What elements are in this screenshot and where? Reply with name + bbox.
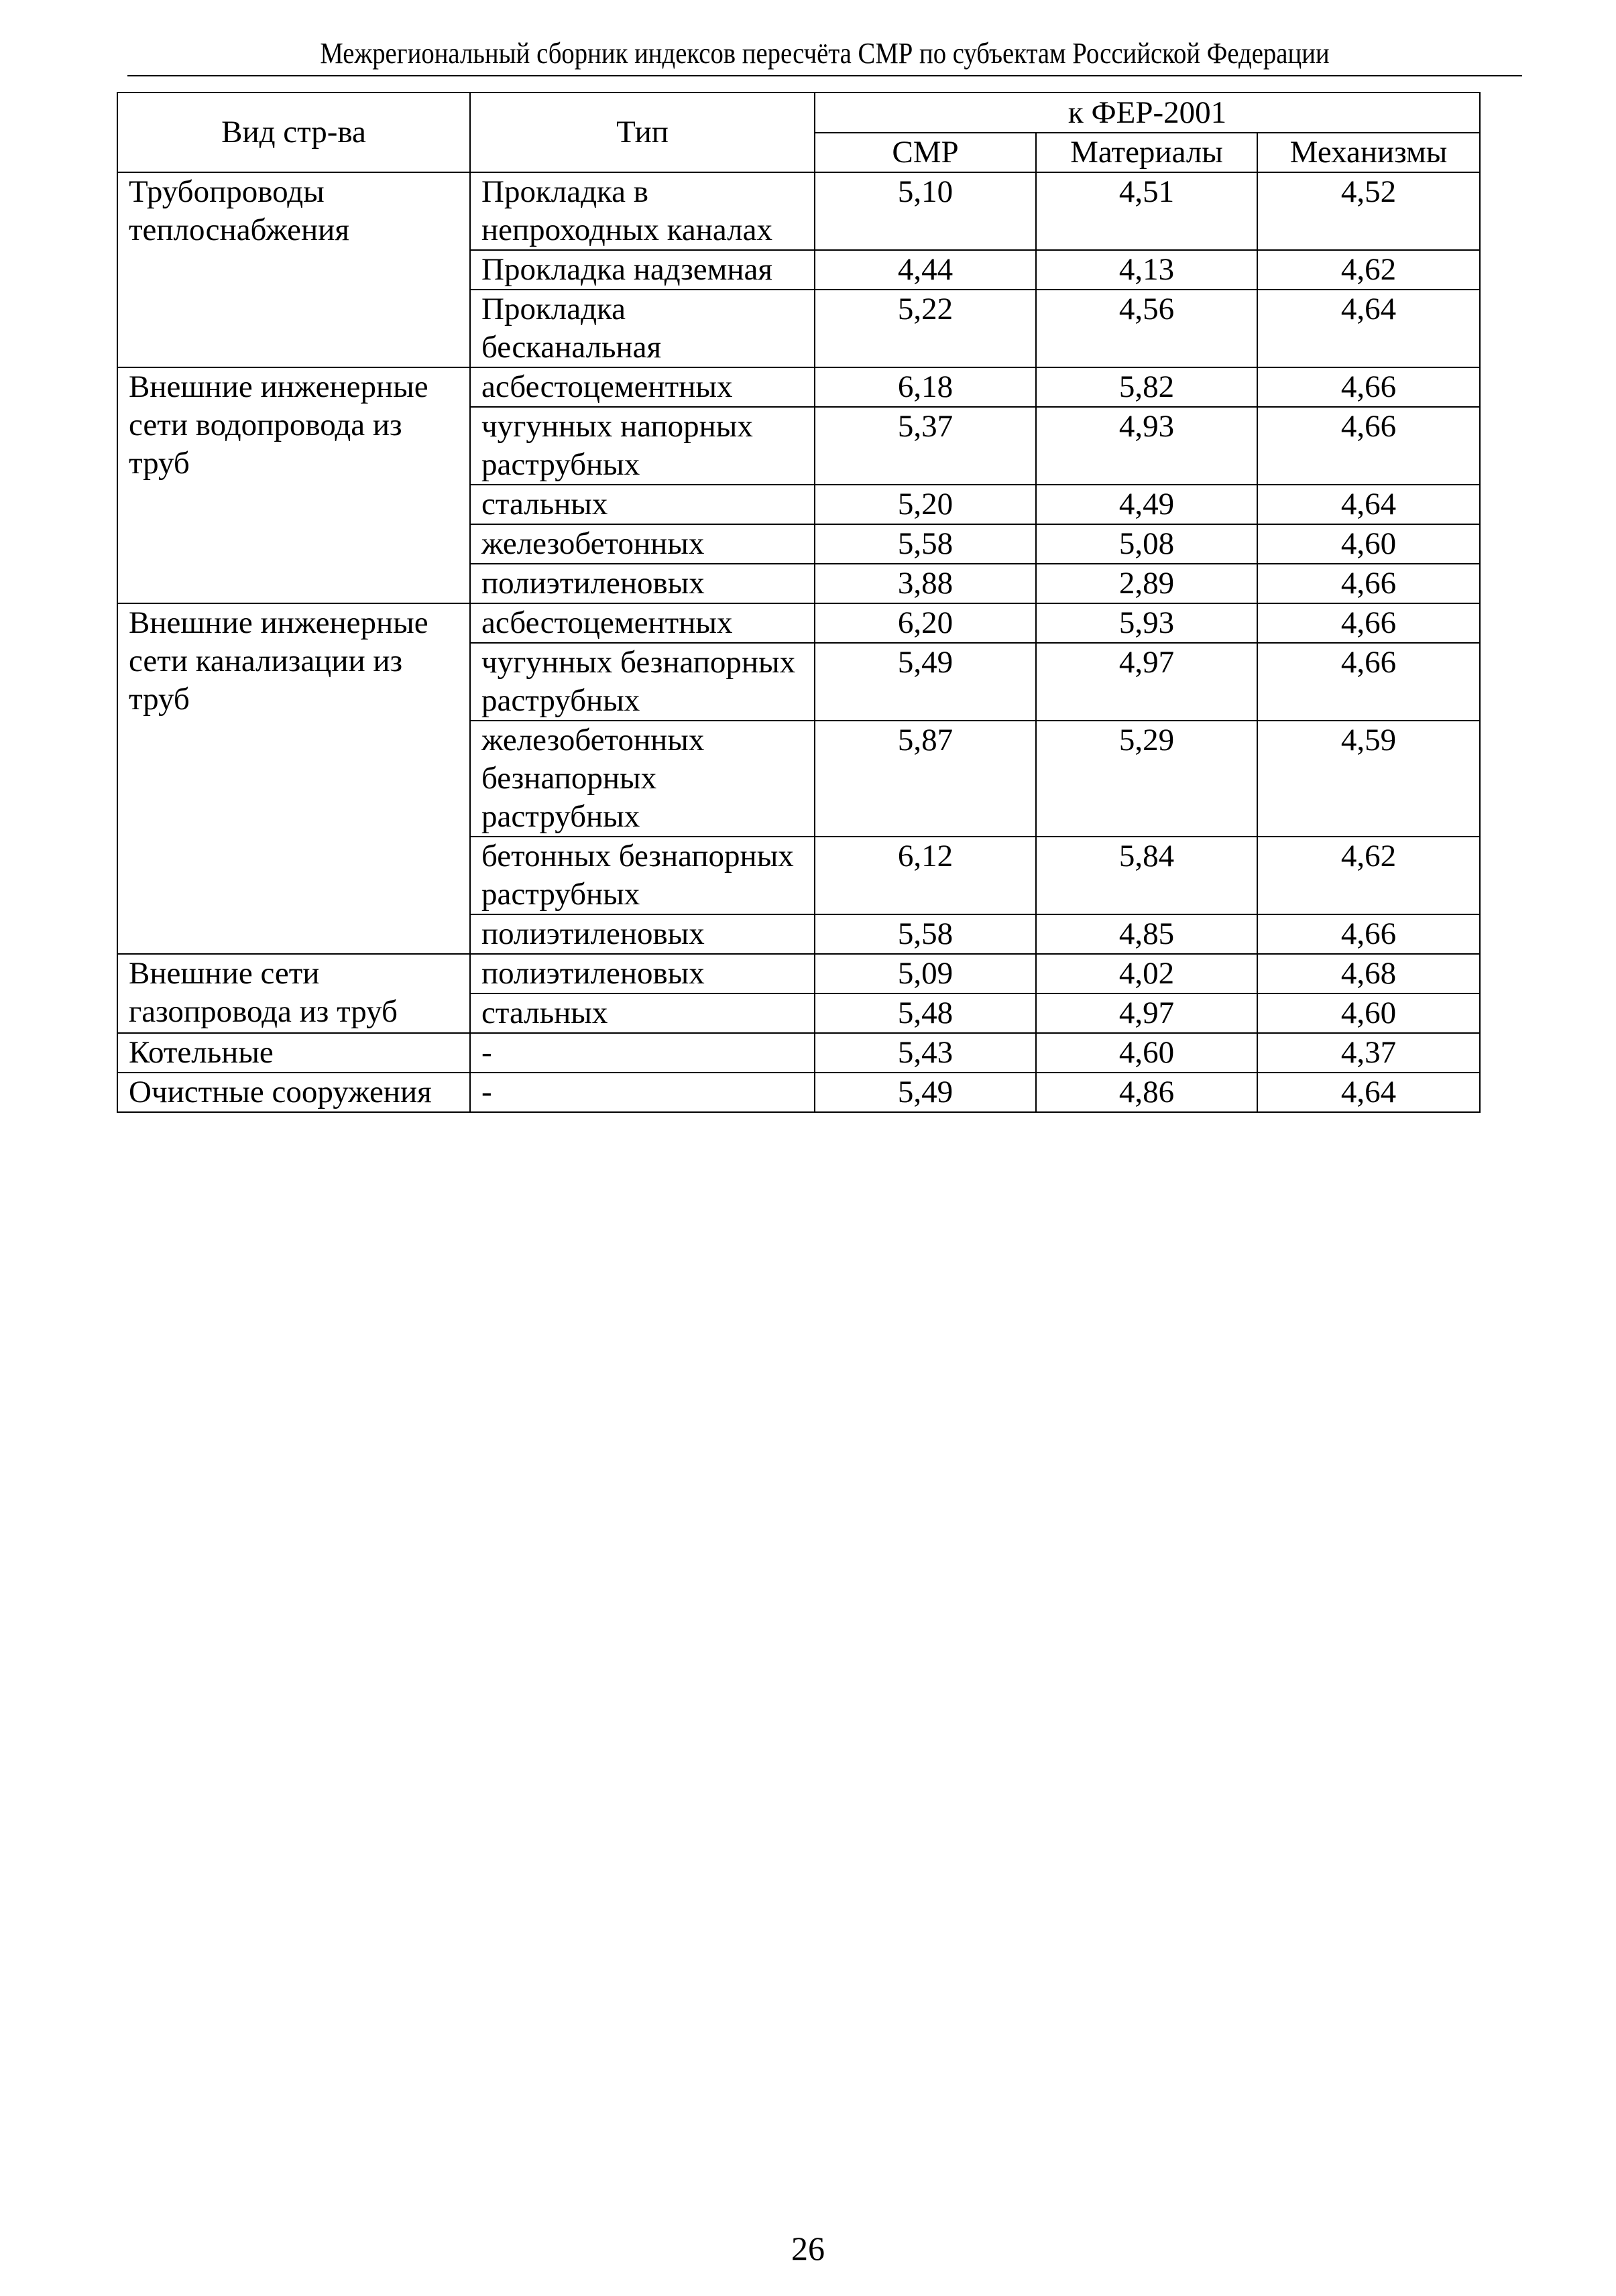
row-type: чугунных напорных раструбных [470, 407, 815, 485]
group-header-fer: к ФЕР-2001 [815, 93, 1480, 133]
row-materials: 4,02 [1036, 954, 1257, 993]
row-smr: 6,12 [815, 837, 1036, 914]
table-row [117, 172, 1480, 250]
row-type: - [470, 1073, 815, 1112]
row-smr: 5,37 [815, 407, 1036, 485]
header-title: Межрегиональный сборник индексов пересчёта СМР по субъектам Российской Федерации [320, 37, 1330, 70]
row-materials: 4,86 [1036, 1073, 1257, 1112]
row-materials: 5,29 [1036, 721, 1257, 837]
row-mechanisms: 4,66 [1257, 643, 1480, 721]
row-type: полиэтиленовых [470, 954, 815, 993]
row-materials: 5,08 [1036, 524, 1257, 564]
row-mechanisms: 4,66 [1257, 914, 1480, 954]
col-type-header: Тип [470, 93, 815, 172]
row-kind: Внешние инженерные сети канализации из труб [117, 603, 470, 954]
table-body [117, 172, 1480, 1112]
row-materials: 4,13 [1036, 250, 1257, 290]
row-type: бетонных безнапорных раструбных [470, 837, 815, 914]
row-smr: 5,58 [815, 914, 1036, 954]
row-mechanisms: 4,52 [1257, 172, 1480, 250]
page-header [127, 34, 1522, 76]
row-kind: Трубопроводы теплоснабжения [117, 172, 470, 367]
row-materials: 4,93 [1036, 407, 1257, 485]
row-smr: 6,20 [815, 603, 1036, 643]
row-materials: 4,49 [1036, 485, 1257, 524]
row-mechanisms: 4,66 [1257, 407, 1480, 485]
row-kind: Внешние сети газопровода из труб [117, 954, 470, 1033]
row-materials: 2,89 [1036, 564, 1257, 603]
row-mechanisms: 4,66 [1257, 367, 1480, 407]
index-table [117, 92, 1481, 1113]
row-mechanisms: 4,64 [1257, 1073, 1480, 1112]
col-materials-header: Материалы [1036, 133, 1257, 172]
row-mechanisms: 4,60 [1257, 993, 1480, 1033]
row-mechanisms: 4,66 [1257, 564, 1480, 603]
row-materials: 5,84 [1036, 837, 1257, 914]
row-materials: 4,97 [1036, 993, 1257, 1033]
row-materials: 5,93 [1036, 603, 1257, 643]
row-kind: Очистные сооружения [117, 1073, 470, 1112]
row-type: стальных [470, 993, 815, 1033]
row-mechanisms: 4,66 [1257, 603, 1480, 643]
row-type: полиэтиленовых [470, 914, 815, 954]
row-smr: 5,20 [815, 485, 1036, 524]
col-mechanisms-header: Механизмы [1257, 133, 1480, 172]
row-type: полиэтиленовых [470, 564, 815, 603]
row-smr: 5,09 [815, 954, 1036, 993]
row-smr: 5,49 [815, 1073, 1036, 1112]
table-row [117, 1073, 1480, 1112]
row-mechanisms: 4,64 [1257, 485, 1480, 524]
table-row [117, 1033, 1480, 1073]
row-mechanisms: 4,59 [1257, 721, 1480, 837]
row-smr: 3,88 [815, 564, 1036, 603]
table-row [117, 367, 1480, 407]
row-type: железобетонных безнапорных раструбных [470, 721, 815, 837]
row-type: асбестоцементных [470, 367, 815, 407]
row-materials: 4,60 [1036, 1033, 1257, 1073]
row-type: Прокладка бесканальная [470, 290, 815, 367]
table-row [117, 603, 1480, 643]
row-materials: 5,82 [1036, 367, 1257, 407]
row-type: стальных [470, 485, 815, 524]
row-materials: 4,51 [1036, 172, 1257, 250]
row-mechanisms: 4,68 [1257, 954, 1480, 993]
row-kind: Внешние инженерные сети водопровода из труб [117, 367, 470, 603]
row-materials: 4,56 [1036, 290, 1257, 367]
page-number: 26 [791, 2230, 825, 2267]
row-kind: Котельные [117, 1033, 470, 1073]
table-row [117, 954, 1480, 993]
row-smr: 5,22 [815, 290, 1036, 367]
row-smr: 4,44 [815, 250, 1036, 290]
row-mechanisms: 4,64 [1257, 290, 1480, 367]
row-type: железобетонных [470, 524, 815, 564]
row-smr: 5,48 [815, 993, 1036, 1033]
row-type: чугунных безнапорных раструбных [470, 643, 815, 721]
row-mechanisms: 4,60 [1257, 524, 1480, 564]
row-smr: 6,18 [815, 367, 1036, 407]
row-smr: 5,10 [815, 172, 1036, 250]
row-type: Прокладка надземная [470, 250, 815, 290]
row-mechanisms: 4,62 [1257, 837, 1480, 914]
col-kind-header: Вид стр-ва [117, 93, 470, 172]
row-mechanisms: 4,37 [1257, 1033, 1480, 1073]
table-header [117, 93, 1480, 172]
row-type: Прокладка в непроходных каналах [470, 172, 815, 250]
row-materials: 4,97 [1036, 643, 1257, 721]
row-mechanisms: 4,62 [1257, 250, 1480, 290]
row-type: асбестоцементных [470, 603, 815, 643]
row-smr: 5,87 [815, 721, 1036, 837]
header-row-top [117, 93, 1480, 133]
row-smr: 5,49 [815, 643, 1036, 721]
row-type: - [470, 1033, 815, 1073]
col-smr-header: СМР [815, 133, 1036, 172]
row-smr: 5,58 [815, 524, 1036, 564]
row-smr: 5,43 [815, 1033, 1036, 1073]
row-materials: 4,85 [1036, 914, 1257, 954]
